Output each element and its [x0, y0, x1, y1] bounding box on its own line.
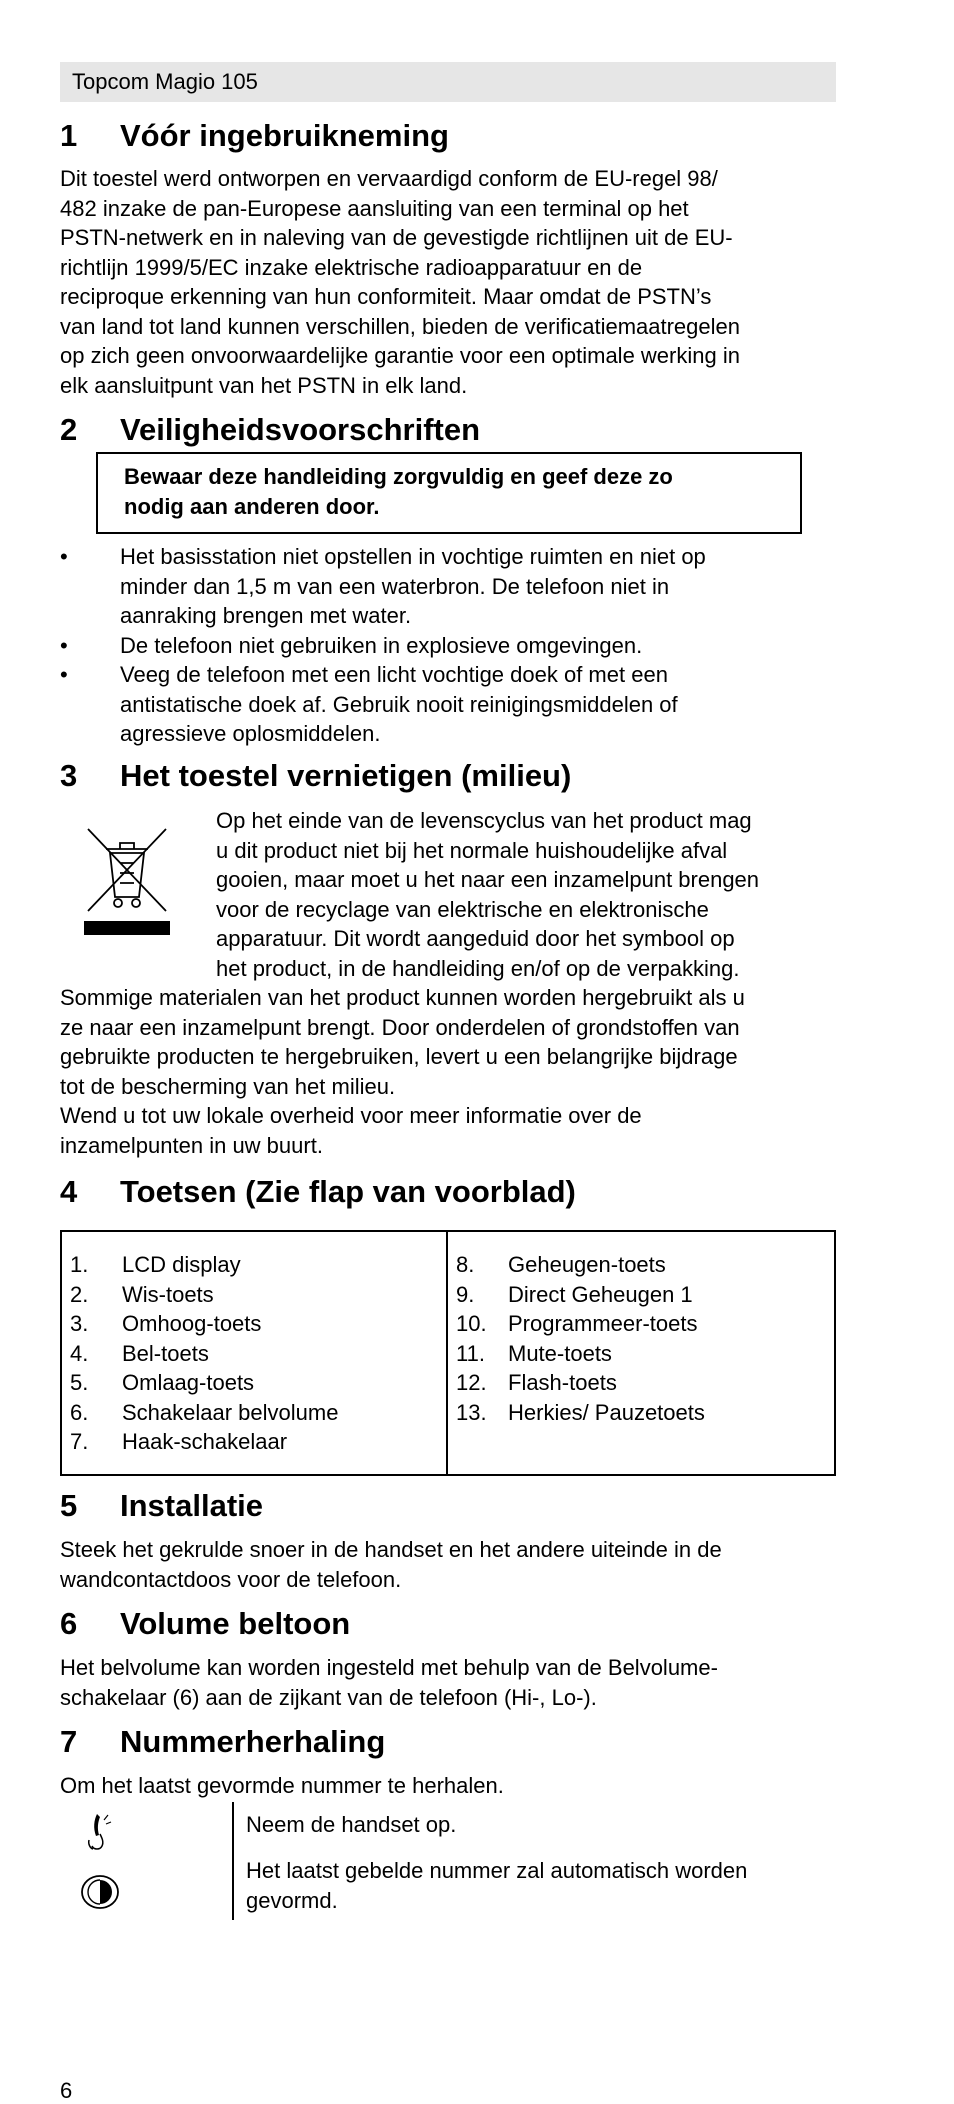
- text-line: PSTN-netwerk en in naleving van de gevestigde richtlijnen uit de EU-: [60, 225, 733, 250]
- redial-button-icon: [80, 1874, 120, 1910]
- text-line: gooien, maar moet u het naar een inzamelpunt brengen: [216, 867, 760, 892]
- section-5-body: [60, 1535, 836, 1594]
- header-title: Topcom Magio 105: [72, 69, 258, 94]
- section-3-side-text: [216, 806, 836, 983]
- text-line: wandcontactdoos voor de telefoon.: [60, 1566, 402, 1592]
- text-line: agressieve oplosmiddelen.: [120, 721, 381, 746]
- bullet-icon: •: [60, 544, 68, 569]
- text-line: Het laatst gebelde nummer zal automatisch worden: [246, 1858, 748, 1883]
- safety-bullet-list: [60, 542, 836, 749]
- key-label: Geheugen-toets: [508, 1252, 666, 1277]
- section-heading: Het toestel vernietigen (milieu): [120, 758, 572, 793]
- section-6-title: [60, 1606, 350, 1642]
- key-number: 5.: [70, 1370, 89, 1395]
- text-line: gebruikte producten te hergebruiken, levert u een belangrijke bijdrage: [60, 1044, 738, 1069]
- section-heading: Installatie: [120, 1488, 263, 1523]
- key-label: Haak-schakelaar: [122, 1429, 288, 1454]
- list-item: [60, 660, 836, 749]
- key-number: 8.: [456, 1252, 475, 1277]
- text-line: Wend u tot uw lokale overheid voor meer informatie over de: [60, 1103, 642, 1128]
- step-text: [246, 1810, 836, 1840]
- key-number: 10.: [456, 1311, 487, 1336]
- text-line: Het belvolume kan worden ingesteld met behulp van de Belvolume-: [60, 1655, 718, 1680]
- key-number: 13.: [456, 1399, 487, 1425]
- table-row: [456, 1398, 834, 1428]
- key-label: LCD display: [122, 1252, 241, 1277]
- key-number: 12.: [456, 1370, 487, 1395]
- running-header: [60, 62, 836, 102]
- key-number: 11.: [456, 1340, 485, 1366]
- text-line: minder dan 1,5 m van een waterbron. De telefoon niet in: [120, 573, 670, 599]
- table-row: [456, 1339, 834, 1369]
- text-line: antistatische doek af. Gebruik nooit reinigingsmiddelen of: [120, 691, 678, 717]
- text-line: 482 inzake de pan-Europese aansluiting van een terminal op het: [60, 195, 689, 221]
- table-row: [70, 1280, 446, 1310]
- key-label: Programmeer-toets: [508, 1311, 698, 1336]
- text-line: Veeg de telefoon met een licht vochtige doek of met een: [120, 662, 668, 687]
- key-number: 4.: [70, 1340, 89, 1366]
- text-line: voor de recyclage van elektrische en elektronische: [216, 896, 709, 922]
- key-label: Wis-toets: [122, 1281, 214, 1307]
- key-label: Direct Geheugen 1: [508, 1281, 693, 1307]
- keys-column-right: [448, 1232, 834, 1474]
- section-heading: Nummerherhaling: [120, 1724, 386, 1759]
- step-text: [246, 1856, 836, 1915]
- section-1-body: [60, 164, 836, 400]
- key-label: Flash-toets: [508, 1370, 617, 1395]
- section-number: 2: [60, 412, 78, 447]
- list-item: [60, 631, 836, 661]
- section-number: 7: [60, 1724, 78, 1759]
- bullet-icon: •: [60, 662, 68, 687]
- step-divider: [232, 1802, 234, 1920]
- section-7-title: [60, 1724, 385, 1760]
- handset-lift-icon: [84, 1812, 114, 1852]
- key-number: 1.: [70, 1252, 89, 1277]
- text-line: elk aansluitpunt van het PSTN in elk land.: [60, 372, 468, 398]
- table-row: [70, 1339, 446, 1369]
- section-number: 3: [60, 758, 78, 793]
- key-label: Schakelaar belvolume: [122, 1399, 339, 1425]
- table-row: [70, 1250, 446, 1280]
- text-line: Dit toestel werd ontworpen en vervaardigd conform de EU-regel 98/: [60, 166, 718, 191]
- text-line: van land tot land kunnen verschillen, bieden de verificatiemaatregelen: [60, 313, 740, 339]
- key-label: Bel-toets: [122, 1340, 209, 1366]
- text-line: inzamelpunten in uw buurt.: [60, 1132, 323, 1158]
- notice-line: Bewaar deze handleiding zorgvuldig en geef deze zo: [124, 464, 673, 489]
- keys-column-left: [62, 1232, 448, 1474]
- table-row: [70, 1427, 446, 1457]
- text-line: ze naar een inzamelpunt brengt. Door onderdelen of grondstoffen van: [60, 1014, 740, 1040]
- bullet-icon: •: [60, 632, 68, 658]
- section-3-title: [60, 758, 571, 794]
- text-line: Het basisstation niet opstellen in vochtige ruimten en niet op: [120, 544, 706, 569]
- table-row: [70, 1309, 446, 1339]
- text-line: Neem de handset op.: [246, 1812, 457, 1837]
- text-line: tot de bescherming van het milieu.: [60, 1073, 396, 1099]
- key-number: 2.: [70, 1281, 89, 1307]
- section-number: 4: [60, 1174, 78, 1209]
- section-number: 1: [60, 118, 78, 153]
- text-line: Steek het gekrulde snoer in de handset en het andere uiteinde in de: [60, 1537, 722, 1562]
- table-row: [70, 1368, 446, 1398]
- section-3-body: [60, 983, 836, 1160]
- text-line: u dit product niet bij het normale huishoudelijke afval: [216, 837, 728, 863]
- text-line: De telefoon niet gebruiken in explosieve omgevingen.: [120, 632, 643, 658]
- notice-line: nodig aan anderen door.: [124, 493, 380, 519]
- key-number: 9.: [456, 1281, 475, 1307]
- page-number: 6: [60, 2078, 73, 2103]
- key-number: 6.: [70, 1399, 89, 1425]
- section-5-title: [60, 1488, 263, 1524]
- text-line: richtlijn 1999/5/EC inzake elektrische radioapparatuur en de: [60, 254, 643, 280]
- section-number: 5: [60, 1488, 78, 1523]
- key-label: Herkies/ Pauzetoets: [508, 1399, 705, 1425]
- text-line: reciproque erkenning van hun conformiteit. Maar omdat de PSTN’s: [60, 284, 712, 309]
- text-line: gevormd.: [246, 1887, 338, 1913]
- section-6-body: [60, 1653, 836, 1712]
- weee-crossed-bin-icon: [84, 825, 170, 937]
- key-number: 7.: [70, 1429, 89, 1454]
- table-row: [456, 1368, 834, 1398]
- section-4-title: [60, 1174, 576, 1210]
- key-label: Omhoog-toets: [122, 1311, 262, 1336]
- table-row: [456, 1280, 834, 1310]
- section-7-intro: Om het laatst gevormde nummer te herhalen.: [60, 1773, 504, 1798]
- redial-steps: [60, 1802, 836, 1922]
- section-number: 6: [60, 1606, 78, 1641]
- section-heading: Toetsen (Zie flap van voorblad): [120, 1174, 576, 1209]
- section-1-title: [60, 118, 449, 154]
- text-line: op zich geen onvoorwaardelijke garantie voor een optimale werking in: [60, 343, 740, 368]
- table-row: [456, 1250, 834, 1280]
- section-heading: Volume beltoon: [120, 1606, 351, 1641]
- text-line: Sommige materialen van het product kunnen worden hergebruikt als u: [60, 985, 745, 1010]
- safety-notice-box: [96, 452, 802, 534]
- key-label: Omlaag-toets: [122, 1370, 255, 1395]
- section-2-title: [60, 412, 480, 448]
- text-line: Op het einde van de levenscyclus van het product mag: [216, 808, 752, 833]
- text-line: apparatuur. Dit wordt aangeduid door het symbool op: [216, 926, 735, 951]
- text-line: aanraking brengen met water.: [120, 603, 412, 628]
- table-row: [70, 1398, 446, 1428]
- key-label: Mute-toets: [508, 1340, 612, 1366]
- key-number: 3.: [70, 1311, 89, 1336]
- table-row: [456, 1309, 834, 1339]
- list-item: [60, 542, 836, 631]
- text-line: het product, in de handleiding en/of op de verpakking.: [216, 955, 740, 981]
- keys-table: [60, 1230, 836, 1476]
- section-heading: Veiligheidsvoorschriften: [120, 412, 481, 447]
- text-line: schakelaar (6) aan de zijkant van de telefoon (Hi-, Lo-).: [60, 1684, 597, 1710]
- section-heading: Vóór ingebruikneming: [120, 118, 449, 153]
